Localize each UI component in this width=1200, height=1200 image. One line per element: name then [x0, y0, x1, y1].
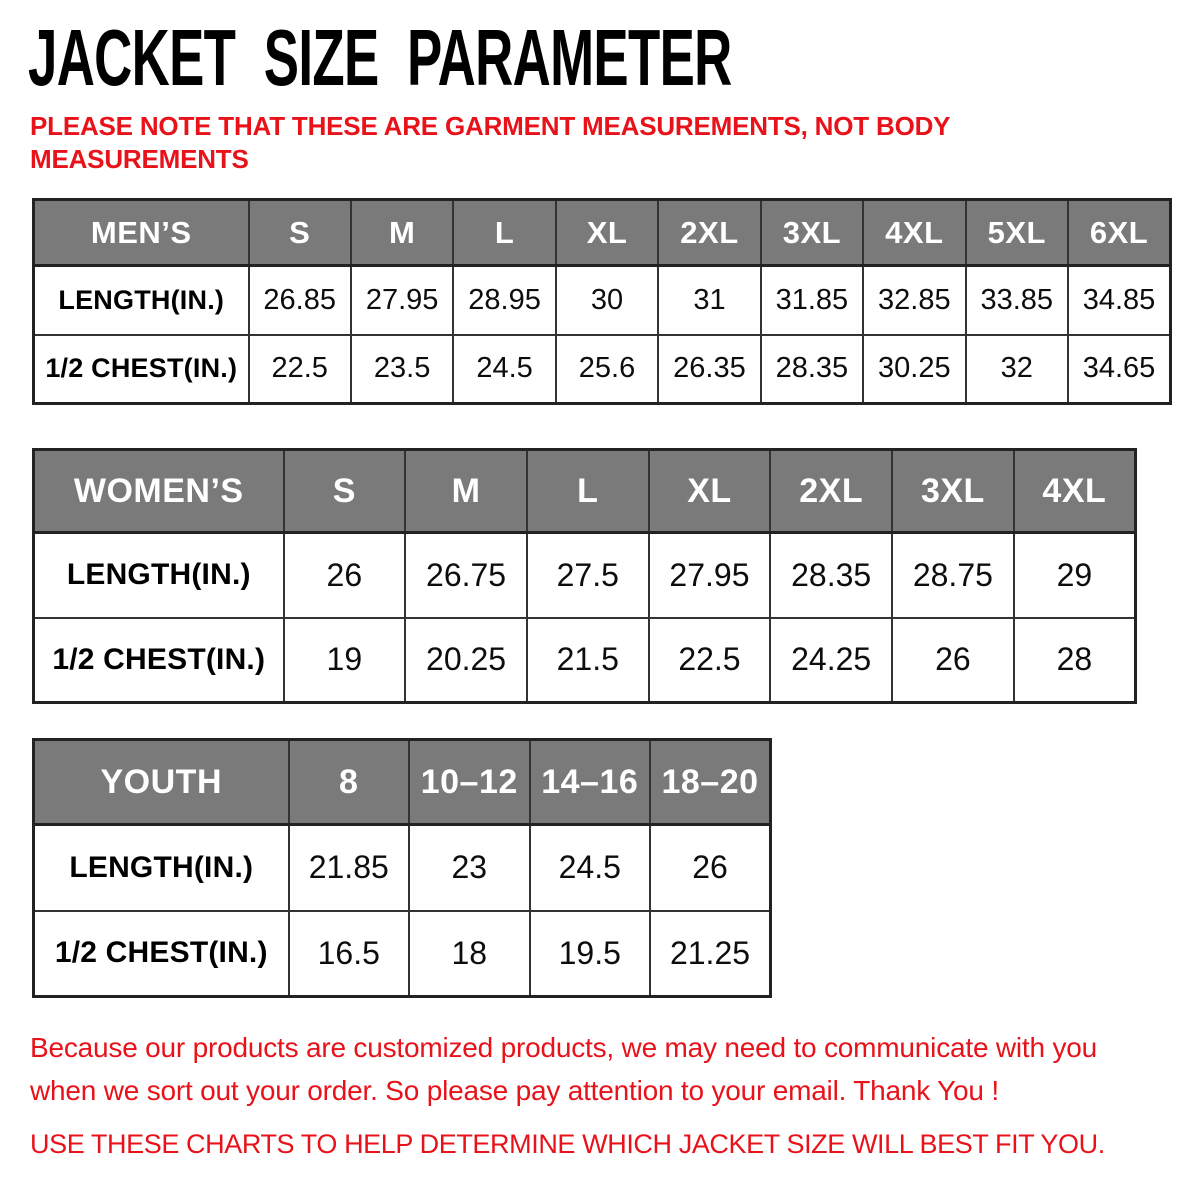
womens-size-table	[32, 448, 1137, 704]
mens-size-header-cell: L	[453, 200, 555, 266]
mens-size-value-cell: 25.6	[556, 335, 658, 404]
mens-row-label-cell: 1/2 CHEST(IN.)	[34, 335, 249, 404]
mens-size-value-cell: 34.85	[1068, 266, 1171, 335]
mens-size-value-cell: 27.95	[351, 266, 453, 335]
womens-row-label-cell: LENGTH(IN.)	[34, 533, 284, 618]
youth-size-header-cell: 18–20	[650, 740, 771, 825]
mens-size-value-cell: 28.35	[761, 335, 863, 404]
mens-row-label-cell: LENGTH(IN.)	[34, 266, 249, 335]
womens-row-label-cell: 1/2 CHEST(IN.)	[34, 618, 284, 703]
mens-size-value-cell: 28.95	[453, 266, 555, 335]
womens-size-value-cell: 22.5	[649, 618, 771, 703]
youth-size-value-cell: 18	[409, 911, 530, 997]
mens-size-value-cell: 26.35	[658, 335, 760, 404]
youth-size-value-cell: 16.5	[289, 911, 410, 997]
womens-size-value-cell: 28	[1014, 618, 1136, 703]
mens-size-value-cell: 22.5	[249, 335, 351, 404]
womens-size-value-cell: 28.75	[892, 533, 1014, 618]
mens-size-header-cell: 2XL	[658, 200, 760, 266]
womens-size-value-cell: 29	[1014, 533, 1136, 618]
womens-size-header-cell: 4XL	[1014, 450, 1136, 533]
womens-size-value-cell: 21.5	[527, 618, 649, 703]
youth-row-label-cell: 1/2 CHEST(IN.)	[34, 911, 289, 997]
mens-size-header-cell: M	[351, 200, 453, 266]
mens-size-value-cell: 24.5	[453, 335, 555, 404]
womens-size-value-cell: 26	[284, 533, 406, 618]
womens-size-value-cell: 19	[284, 618, 406, 703]
youth-size-value-cell: 24.5	[530, 825, 651, 911]
youth-size-header-cell: 10–12	[409, 740, 530, 825]
mens-size-header-cell: 6XL	[1068, 200, 1171, 266]
youth-size-value-cell: 23	[409, 825, 530, 911]
womens-size-header-cell: 3XL	[892, 450, 1014, 533]
mens-size-value-cell: 30.25	[863, 335, 965, 404]
womens-size-value-cell: 20.25	[405, 618, 527, 703]
womens-size-value-cell: 27.5	[527, 533, 649, 618]
youth-row-label-cell: LENGTH(IN.)	[34, 825, 289, 911]
mens-table-title-cell: MEN’S	[34, 200, 249, 266]
chart-usage-note: USE THESE CHARTS TO HELP DETERMINE WHICH JACKET SIZE WILL BEST FIT YOU.	[30, 1129, 1105, 1159]
customization-notice-line-1: Because our products are customized products, we may need to communicate with you	[30, 1032, 1098, 1063]
youth-size-value-cell: 26	[650, 825, 771, 911]
youth-size-header-cell: 8	[289, 740, 410, 825]
mens-size-value-cell: 23.5	[351, 335, 453, 404]
customization-notice	[30, 1026, 1097, 1112]
note-line-1: PLEASE NOTE THAT THESE ARE GARMENT MEASUREMENTS, NOT BODY	[30, 111, 951, 141]
garment-measurement-note	[30, 110, 950, 176]
womens-size-value-cell: 26.75	[405, 533, 527, 618]
womens-size-value-cell: 28.35	[770, 533, 892, 618]
customization-notice-line-2: when we sort out your order. So please pay attention to your email. Thank You !	[30, 1075, 999, 1106]
mens-size-value-cell: 31.85	[761, 266, 863, 335]
mens-size-header-cell: 5XL	[966, 200, 1068, 266]
youth-size-table	[32, 738, 772, 998]
mens-size-value-cell: 26.85	[249, 266, 351, 335]
womens-size-header-cell: M	[405, 450, 527, 533]
note-line-2: MEASUREMENTS	[30, 144, 249, 174]
womens-table-title-cell: WOMEN’S	[34, 450, 284, 533]
mens-size-value-cell: 30	[556, 266, 658, 335]
mens-size-value-cell: 31	[658, 266, 760, 335]
womens-size-value-cell: 27.95	[649, 533, 771, 618]
mens-size-value-cell: 33.85	[966, 266, 1068, 335]
mens-size-header-cell: 4XL	[863, 200, 965, 266]
mens-size-table	[32, 198, 1172, 405]
youth-size-value-cell: 21.25	[650, 911, 771, 997]
mens-size-value-cell: 34.65	[1068, 335, 1171, 404]
youth-table-title-cell: YOUTH	[34, 740, 289, 825]
youth-size-header-cell: 14–16	[530, 740, 651, 825]
womens-size-value-cell: 26	[892, 618, 1014, 703]
mens-size-value-cell: 32	[966, 335, 1068, 404]
mens-size-value-cell: 32.85	[863, 266, 965, 335]
womens-size-value-cell: 24.25	[770, 618, 892, 703]
mens-size-header-cell: 3XL	[761, 200, 863, 266]
mens-size-header-cell: S	[249, 200, 351, 266]
page-title: JACKET SIZE PARAMETER	[28, 13, 732, 102]
womens-size-header-cell: 2XL	[770, 450, 892, 533]
mens-size-header-cell: XL	[556, 200, 658, 266]
womens-size-header-cell: S	[284, 450, 406, 533]
womens-size-header-cell: L	[527, 450, 649, 533]
womens-size-header-cell: XL	[649, 450, 771, 533]
youth-size-value-cell: 19.5	[530, 911, 651, 997]
youth-size-value-cell: 21.85	[289, 825, 410, 911]
